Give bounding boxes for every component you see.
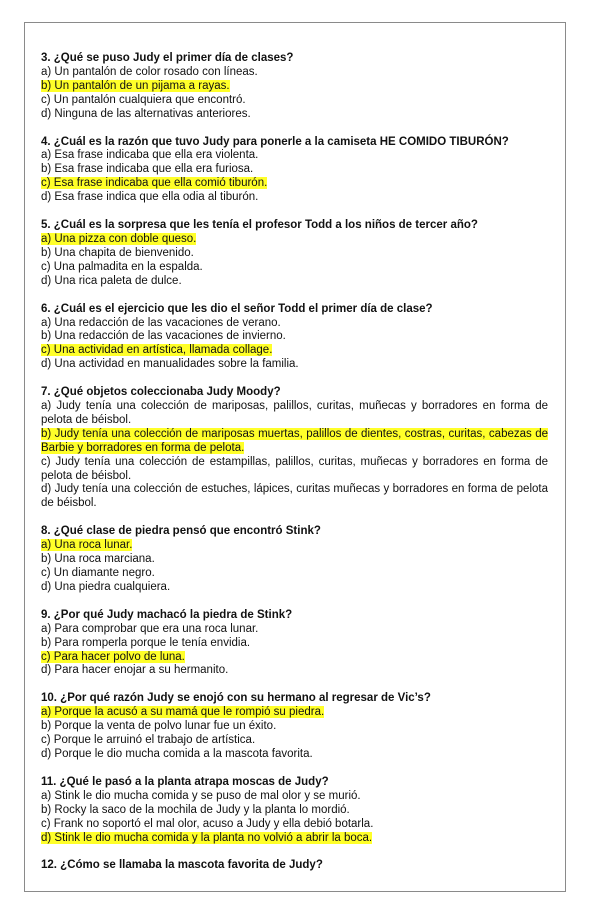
answer-option (41, 317, 548, 331)
answer-text: a) Una redacción de las vacaciones de verano. (41, 316, 281, 329)
answer-option (41, 330, 548, 344)
answer-text: b) Rocky la saco de la mochila de Judy y la planta lo mordió. (41, 803, 350, 816)
answer-option (41, 94, 548, 108)
answer-option (41, 358, 548, 372)
answer-text: c) Frank no soportó el mal olor, acuso a Judy y ella debió botarla. (41, 817, 374, 830)
highlighted-answer: a) Una pizza con doble queso. (41, 232, 197, 245)
question-4 (41, 136, 548, 206)
answer-option (41, 483, 548, 511)
question-title: 4. ¿Cuál es la razón que tuvo Judy para ponerle a la camiseta HE COMIDO TIBURÓN? (41, 135, 509, 148)
answer-option (41, 275, 548, 289)
answer-text: d) Judy tenía una colección de estuches, lápices, curitas muñecas y borradores en forma de pelota de béisbol. (41, 483, 548, 510)
answer-option (41, 581, 548, 595)
answer-text: c) Un pantalón cualquiera que encontró. (41, 93, 246, 106)
answer-text: b) Esa frase indicaba que ella era furiosa. (41, 163, 254, 176)
question-7 (41, 386, 548, 511)
question-8 (41, 525, 548, 595)
answer-text: a) Judy tenía una colección de mariposas, palillos, curitas, muñecas y borradores en forma de pelota de béisbol. (41, 400, 548, 426)
question-11 (41, 776, 548, 846)
question-title: 6. ¿Cuál es el ejercicio que les dio el señor Todd el primer día de clase? (41, 302, 433, 315)
highlighted-answer: d) Stink le dio mucha comida y la planta no volvió a abrir la boca. (41, 831, 373, 844)
answer-text: b) Porque la venta de polvo lunar fue un éxito. (41, 720, 277, 733)
highlighted-answer: b) Un pantalón de un pijama a rayas. (41, 79, 230, 92)
answer-option (41, 720, 548, 734)
question-title: 7. ¿Qué objetos coleccionaba Judy Moody? (41, 386, 281, 399)
answer-option (41, 818, 548, 832)
answer-text: b) Una redacción de las vacaciones de invierno. (41, 330, 286, 343)
answer-option (41, 804, 548, 818)
answer-text: d) Para hacer enojar a su hermanito. (41, 664, 229, 677)
answer-text: d) Una piedra cualquiera. (41, 580, 171, 593)
answer-option (41, 539, 548, 553)
answer-option (41, 149, 548, 163)
answer-option (41, 177, 548, 191)
document-page (24, 22, 566, 892)
question-title: 12. ¿Cómo se llamaba la mascota favorita de Judy? (41, 859, 323, 872)
answer-text: d) Esa frase indica que ella odia al tiburón. (41, 191, 259, 204)
question-title: 3. ¿Qué se puso Judy el primer día de clases? (41, 52, 294, 64)
answer-text: c) Porque le arruinó el trabajo de artística. (41, 734, 256, 747)
answer-text: c) Judy tenía una colección de estampillas, palillos, curitas, muñecas y borradores en forma de pelota de béisbol. (41, 455, 548, 482)
answer-text: a) Esa frase indicaba que ella era violenta. (41, 149, 259, 162)
answer-text: c) Un diamante negro. (41, 567, 155, 579)
answer-option (41, 706, 548, 720)
answer-option (41, 108, 548, 122)
answer-text: b) Una chapita de bienvenido. (41, 246, 194, 259)
answer-text: b) Para romperla porque le tenía envidia. (41, 636, 251, 649)
answer-option (41, 247, 548, 261)
answer-text: d) Una rica paleta de dulce. (41, 274, 182, 287)
answer-option (41, 80, 548, 94)
question-10 (41, 692, 548, 762)
answer-option (41, 651, 548, 665)
highlighted-answer: c) Esa frase indicaba que ella comió tiburón. (41, 177, 268, 190)
answer-option (41, 456, 548, 484)
question-6 (41, 303, 548, 373)
answer-text: a) Un pantalón de color rosado con líneas. (41, 65, 258, 78)
answer-option (41, 637, 548, 651)
answer-option (41, 344, 548, 358)
answer-option (41, 790, 548, 804)
question-5 (41, 219, 548, 289)
answer-option (41, 832, 548, 846)
answer-option (41, 664, 548, 678)
highlighted-answer: c) Una actividad en artística, llamada collage. (41, 344, 273, 357)
answer-text: d) Ninguna de las alternativas anteriores. (41, 107, 251, 120)
question-12 (41, 859, 548, 873)
question-title: 8. ¿Qué clase de piedra pensó que encontró Stink? (41, 525, 321, 538)
questionnaire (41, 52, 548, 887)
question-title: 5. ¿Cuál es la sorpresa que les tenía el profesor Todd a los niños de tercer año? (41, 219, 478, 232)
answer-option (41, 400, 548, 428)
answer-option (41, 261, 548, 275)
answer-text: c) Una palmadita en la espalda. (41, 260, 203, 273)
answer-option (41, 233, 548, 247)
highlighted-answer: a) Una roca lunar. (41, 539, 133, 552)
answer-text: a) Stink le dio mucha comida y se puso de mal olor y se murió. (41, 789, 361, 802)
answer-text: b) Una roca marciana. (41, 553, 155, 566)
question-title: 9. ¿Por qué Judy machacó la piedra de Stink? (41, 608, 293, 621)
highlighted-answer: a) Porque la acusó a su mamá que le rompió su piedra. (41, 706, 325, 719)
question-9 (41, 609, 548, 679)
answer-option (41, 428, 548, 456)
highlighted-answer: c) Para hacer polvo de luna. (41, 650, 185, 663)
answer-option (41, 553, 548, 567)
answer-option (41, 191, 548, 205)
question-title: 11. ¿Qué le pasó a la planta atrapa moscas de Judy? (41, 775, 329, 788)
highlighted-answer: b) Judy tenía una colección de mariposas muertas, palillos de dientes, costras, curitas, cabezas de Barbie y borradores en forma de pelota. (41, 427, 548, 454)
answer-text: d) Porque le dio mucha comida a la mascota favorita. (41, 747, 313, 760)
answer-text: a) Para comprobar que era una roca lunar. (41, 622, 259, 635)
answer-option (41, 623, 548, 637)
answer-option (41, 567, 548, 581)
answer-option (41, 66, 548, 80)
question-3 (41, 52, 548, 122)
answer-option (41, 163, 548, 177)
answer-text: d) Una actividad en manualidades sobre la familia. (41, 358, 299, 371)
question-title: 10. ¿Por qué razón Judy se enojó con su hermano al regresar de Vic’s? (41, 692, 431, 705)
answer-option (41, 734, 548, 748)
answer-option (41, 748, 548, 762)
